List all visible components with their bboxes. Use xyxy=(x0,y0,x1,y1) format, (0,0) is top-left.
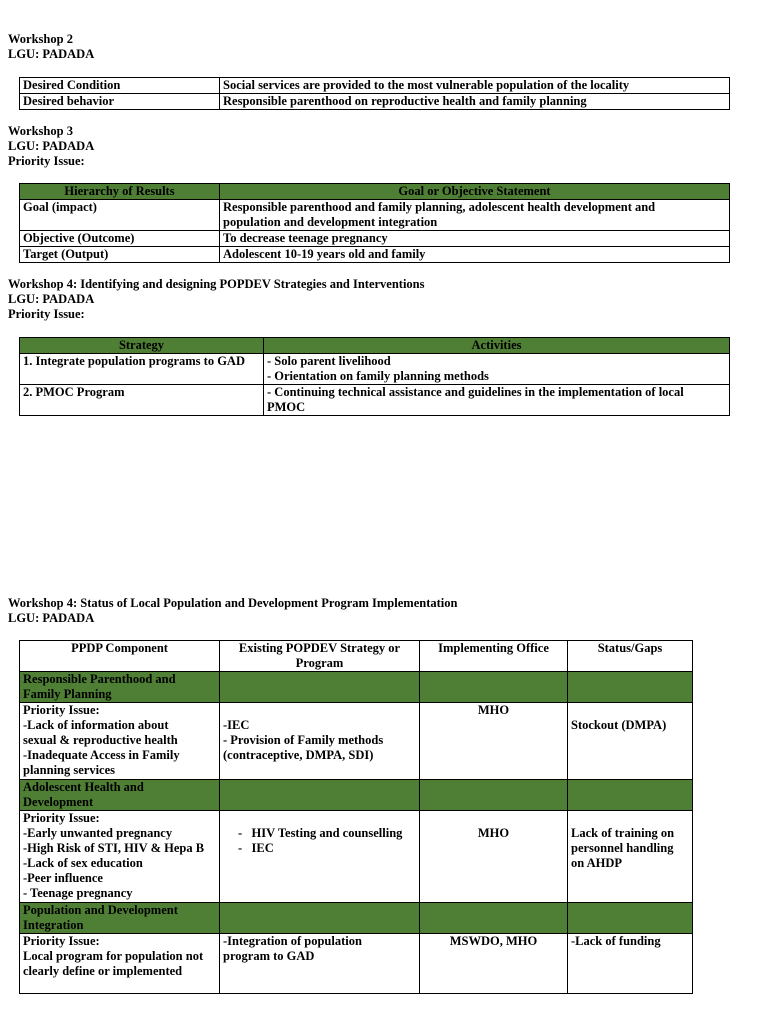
workshop3-lgu: LGU: PADADA xyxy=(8,139,95,153)
section-title xyxy=(20,903,220,934)
component-line: -High Risk of STI, HIV & Hepa B xyxy=(23,841,205,855)
section-title-line: Adolescent Health and xyxy=(23,780,144,794)
office-spacer xyxy=(423,811,564,826)
workshop3-priority: Priority Issue: xyxy=(8,154,85,168)
activities-cell xyxy=(264,354,730,385)
workshop4a-title: Workshop 4: Identifying and designing POPDEV Strategies and Interventions xyxy=(8,277,425,291)
goal-line: Responsible parenthood and family planning, adolescent health development and xyxy=(223,200,656,214)
table-header-row xyxy=(20,338,730,354)
strategy-line: -IEC xyxy=(223,718,250,732)
section-title-line: Responsible Parenthood and xyxy=(23,672,176,686)
strategy-line xyxy=(238,811,416,826)
band-cell xyxy=(420,903,568,934)
workshop2-table xyxy=(19,77,730,110)
component-cell xyxy=(20,934,220,994)
status-line xyxy=(571,703,689,718)
table-row xyxy=(20,385,730,416)
table-row xyxy=(20,811,693,903)
activity-line: - Continuing technical assistance and guidelines in the implementation of local xyxy=(267,385,684,399)
header-existing-strategy: Existing POPDEV Strategy or Program xyxy=(220,641,420,672)
objective-label: Objective (Outcome) xyxy=(20,231,220,247)
component-cell xyxy=(20,703,220,780)
desired-condition-label: Desired Condition xyxy=(20,78,220,94)
strategy-line: - IEC xyxy=(238,841,274,855)
component-line: - Teenage pregnancy xyxy=(23,886,133,900)
goal-statement xyxy=(220,200,730,231)
office-cell: MHO xyxy=(420,703,568,780)
workshop2-heading xyxy=(8,32,94,62)
desired-condition-value: Social services are provided to the most vulnerable population of the locality xyxy=(220,78,730,94)
band-cell xyxy=(220,672,420,703)
strategy-line: - Provision of Family methods xyxy=(223,733,384,747)
component-line: Priority Issue: xyxy=(23,703,100,717)
workshop4a-heading xyxy=(8,277,425,322)
strategy-cell: 1. Integrate population programs to GAD xyxy=(20,354,264,385)
header-activities: Activities xyxy=(264,338,730,354)
workshop3-title: Workshop 3 xyxy=(8,124,73,138)
status-cell xyxy=(568,703,693,780)
section-band-row xyxy=(20,672,693,703)
status-line: Lack of training on xyxy=(571,826,675,840)
workshop4b-title: Workshop 4: Status of Local Population and Development Program Implementation xyxy=(8,596,458,610)
status-line xyxy=(571,811,689,826)
activities-cell xyxy=(264,385,730,416)
status-line: Stockout (DMPA) xyxy=(571,718,667,732)
table-header-row xyxy=(20,641,693,672)
band-cell xyxy=(568,903,693,934)
workshop3-heading xyxy=(8,124,94,169)
activity-line: PMOC xyxy=(267,400,306,414)
section-band-row xyxy=(20,780,693,811)
header-goal-statement: Goal or Objective Statement xyxy=(220,184,730,200)
office-line: MHO xyxy=(477,826,510,840)
component-line: -Inadequate Access in Family xyxy=(23,748,180,762)
section-title-line: Development xyxy=(23,795,94,809)
section-band-row xyxy=(20,903,693,934)
band-cell xyxy=(568,780,693,811)
section-title-line: Family Planning xyxy=(23,687,112,701)
workshop2-title: Workshop 2 xyxy=(8,32,73,46)
header-strategy: Strategy xyxy=(20,338,264,354)
workshop4a-priority: Priority Issue: xyxy=(8,307,85,321)
table-row xyxy=(20,934,693,994)
goal-line: population and development integration xyxy=(223,215,438,229)
band-cell xyxy=(420,780,568,811)
workshop4a-table xyxy=(19,337,730,416)
status-cell xyxy=(568,811,693,903)
table-row xyxy=(20,247,730,263)
target-label: Target (Output) xyxy=(20,247,220,263)
objective-statement: To decrease teenage pregnancy xyxy=(220,231,730,247)
component-line: planning services xyxy=(23,763,116,777)
target-statement: Adolescent 10-19 years old and family xyxy=(220,247,730,263)
activity-line: - Orientation on family planning methods xyxy=(267,369,489,383)
workshop3-table xyxy=(19,183,730,263)
header-implementing-office: Implementing Office xyxy=(420,641,568,672)
strategy-line: program to GAD xyxy=(223,949,315,963)
band-cell xyxy=(220,780,420,811)
component-line: Priority Issue: xyxy=(23,811,100,825)
component-line: Priority Issue: xyxy=(23,934,100,948)
table-row xyxy=(20,703,693,780)
strategy-line: -Integration of population xyxy=(223,934,362,948)
header-status-gaps: Status/Gaps xyxy=(568,641,693,672)
strategy-cell xyxy=(220,811,420,903)
workshop4b-lgu: LGU: PADADA xyxy=(8,611,95,625)
strategy-line: - HIV Testing and counselling xyxy=(238,826,403,840)
strategy-cell xyxy=(220,934,420,994)
component-line: -Lack of sex education xyxy=(23,856,143,870)
workshop4a-lgu: LGU: PADADA xyxy=(8,292,95,306)
workshop4b-heading xyxy=(8,596,457,626)
component-line: sexual & reproductive health xyxy=(23,733,178,747)
table-row xyxy=(20,354,730,385)
table-row xyxy=(20,231,730,247)
office-cell xyxy=(420,811,568,903)
table-header-row xyxy=(20,184,730,200)
component-line: -Lack of information about xyxy=(23,718,169,732)
component-line: clearly define or implemented xyxy=(23,964,183,978)
table-row xyxy=(20,78,730,94)
header-ppdp-component: PPDP Component xyxy=(20,641,220,672)
strategy-line: (contraceptive, DMPA, SDI) xyxy=(223,748,374,762)
status-cell: -Lack of funding xyxy=(568,934,693,994)
workshop4b-table xyxy=(19,640,693,994)
component-cell xyxy=(20,811,220,903)
component-line: Local program for population not xyxy=(23,949,204,963)
strategy-line xyxy=(223,703,416,718)
section-title-line: Integration xyxy=(23,918,84,932)
header-hierarchy: Hierarchy of Results xyxy=(20,184,220,200)
section-title xyxy=(20,672,220,703)
component-line: -Early unwanted pregnancy xyxy=(23,826,173,840)
status-line: personnel handling xyxy=(571,841,674,855)
workshop2-lgu: LGU: PADADA xyxy=(8,47,95,61)
band-cell xyxy=(220,903,420,934)
desired-behavior-label: Desired behavior xyxy=(20,94,220,110)
section-title xyxy=(20,780,220,811)
band-cell xyxy=(420,672,568,703)
office-cell: MSWDO, MHO xyxy=(420,934,568,994)
band-cell xyxy=(568,672,693,703)
section-title-line: Population and Development xyxy=(23,903,178,917)
desired-behavior-value: Responsible parenthood on reproductive health and family planning xyxy=(220,94,730,110)
strategy-cell xyxy=(220,703,420,780)
goal-label: Goal (impact) xyxy=(20,200,220,231)
activity-line: - Solo parent livelihood xyxy=(267,354,391,368)
table-row xyxy=(20,94,730,110)
status-line: on AHDP xyxy=(571,856,623,870)
strategy-cell: 2. PMOC Program xyxy=(20,385,264,416)
table-row xyxy=(20,200,730,231)
component-line: -Peer influence xyxy=(23,871,103,885)
